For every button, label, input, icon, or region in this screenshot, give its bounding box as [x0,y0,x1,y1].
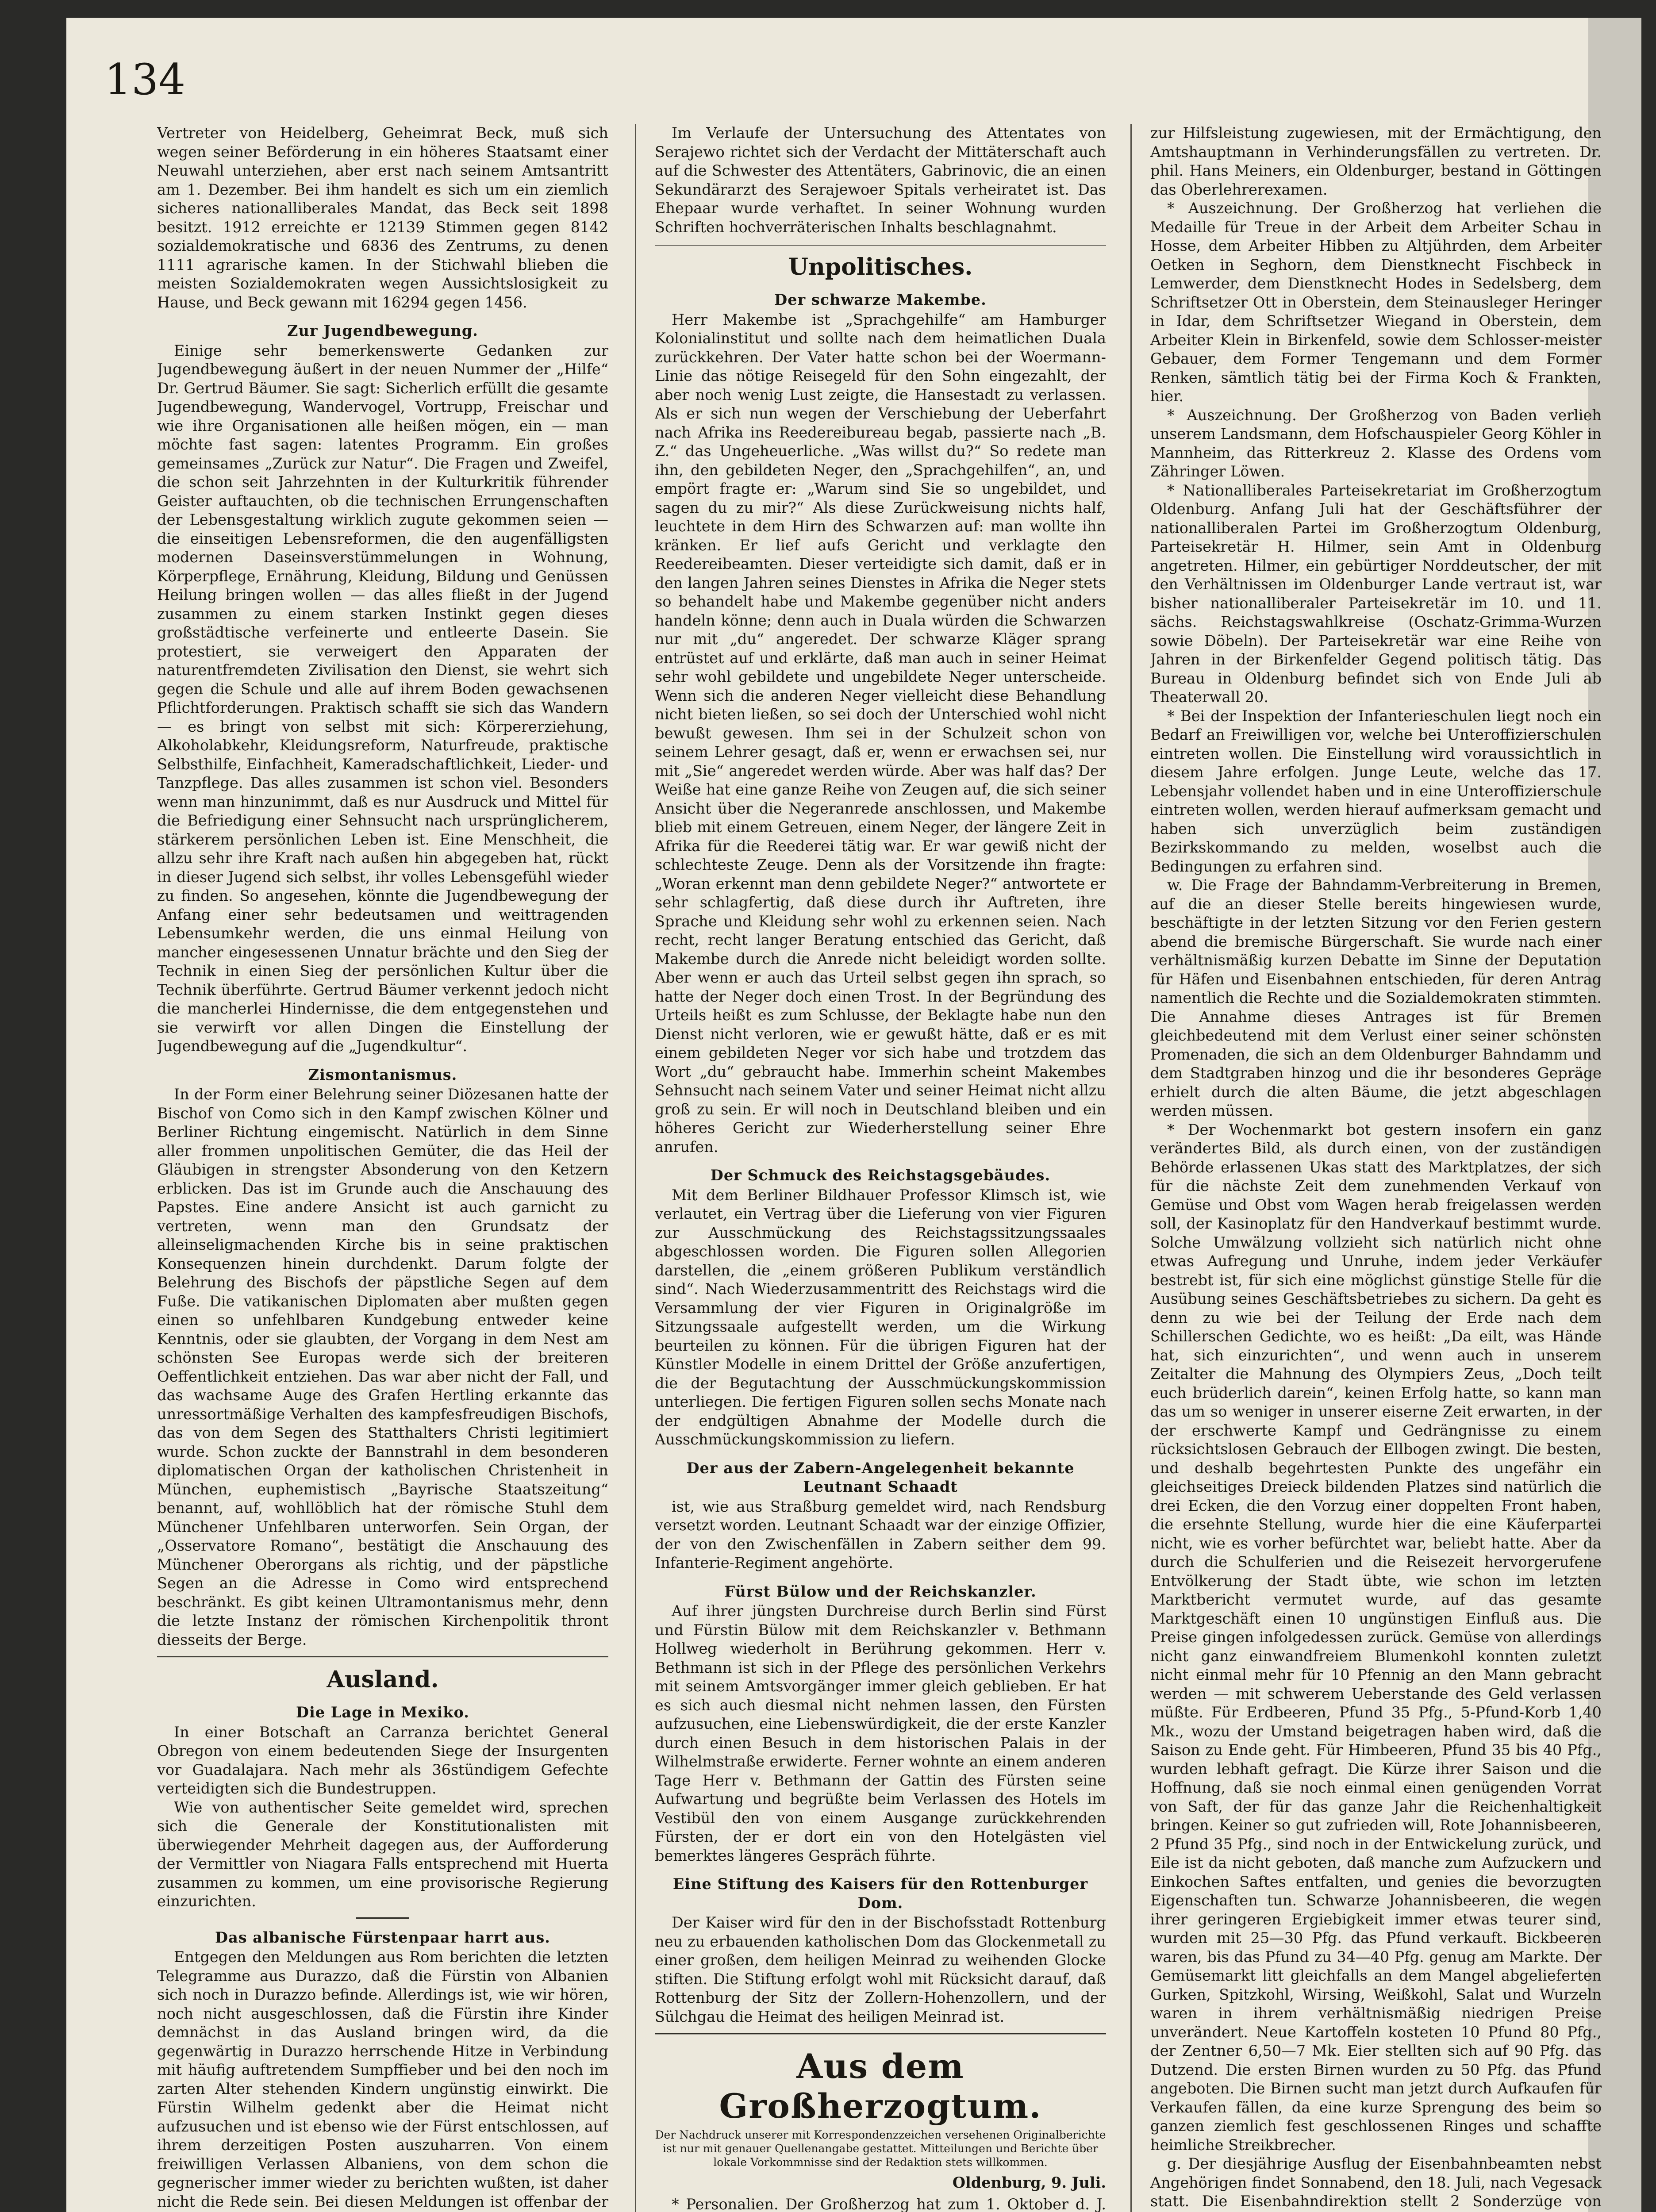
article-text: * Auszeichnung. Der Großherzog von Baden verlieh unserem Landsmann, dem Hofschauspieler Georg Köhler in Mannheim, das Ritterkreuz 2. Klasse des Ordens vom Zähringer Löwen. [1150,406,1602,480]
article-text: * Personalien. Der Großherzog hat zum 1. Oktober d. J. [672,2195,1106,2212]
section-title: Ausland. [327,1666,439,1693]
article-text: Mit dem Berliner Bildhauer Professor Klimsch ist, wie verlautet, ein Vertrag über die Lieferung von vier Figuren zur Ausschmückung des Reichstagssitzungssaales abgeschlossen worden. Die Figuren sollen Allegorien darstellen, die „einem größeren Publikum verständlich sind“. Nach Wiederzusammentritt des Reichstags wird die Versammlung der vier Figuren in Originalgröße im Sitzungssaale aufgestellt werden, um die Wirkung beurteilen zu können. Für die übrigen Figuren hat der Künstler Modelle in einem Drittel der Größe anzufertigen, die der Begutachtung der Ausschmückungskommission unterliegen. Die fertigen Figuren sollen sechs Monate nach der endgültigen Abnahme der Modelle durch die Ausschmückungskommission zu liefern. [655,1186,1106,1448]
section-title: Aus dem Großherzogtum. [719,2047,1042,2126]
dateline: Oldenburg, 9. Juli. [952,2174,1106,2191]
section-heading: Der Schmuck des Reichstagsgebäudes. [710,1167,1051,1184]
article-text: g. Der diesjährige Ausflug der Eisenbahnbeamten nebst Angehörigen findet Sonnabend, den 18. Juli, nach Vegesack statt. Die Eisenbahndirektion stellt 2 Sonderzüge von [1150,2155,1602,2210]
article-text: Auf ihrer jüngsten Durchreise durch Berlin sind Fürst und Fürstin Bülow mit dem Reichskanzler v. Bethmann Hollweg wiederholt in Berührung gekommen. Herr v. Bethmann ist sich in der Pflege des persönlichen Verkehrs mit seinem Amtsvorgänger immer gleich geblieben. Er hat es sich auch diesmal nicht nehmen lassen, den Fürsten aufzusuchen, eine Liebenswürdigkeit, die der erste Kanzler durch einen Besuch in dem historischen Palais in der Wilhelmstraße erwiderte. Ferner wohnte an einem anderen Tage Herr v. Bethmann der Gattin des Fürsten seine Aufwartung und begrüßte beim Verlassen des Hotels im Vestibül den von einem Ausgange zurückkehrenden Fürsten, der er dort ein von den Hotelgästen viel bemerktes längeres Gespräch führte. [655,1602,1106,1864]
article-text: Wie von authentischer Seite gemeldet wird, sprechen sich die Generale der Konstitutionalisten mit überwiegender Mehrheit dagegen aus, der Aufforderung der Vermittler von Niagara Falls entsprechend mit Huerta zusammen zu kommen, um eine provisorische Regierung einzurichten. [157,1798,608,1910]
section-heading: Fürst Bülow und der Reichskanzler. [724,1582,1037,1600]
article-text: Herr Makembe ist „Sprachgehilfe“ am Hamburger Kolonialinstitut und sollte nach dem heimatlichen Duala zurückkehren. Der Vater hatte schon bei der Woermann-Linie das nötige Reisegeld für den Sohn eingezahlt, der aber noch wenig Lust zeigte, die Hansestadt zu verlassen. Als er sich nun wegen der Verschiebung der Ueberfahrt nach Afrika ins Reedereibureau begab, passierte nach „B. Z.“ das Ungeheuerliche. „Was willst du?“ So redete man ihn, den gebildeten Neger, den „Sprachgehilfen“, an, und empört fragte er: „Warum sind Sie so ungebildet, und sagen du zu mir?“ Als diese Zurückweisung nichts half, leuchtete in dem Hirn des Schwarzen auf: man wollte ihn kränken. Er lief aufs Gericht und verklagte den Reedereibeamten. Dieser verteidigte sich damit, daß er in den langen Jahren seines Dienstes in Afrika die Neger stets so behandelt habe und Makembe gegenüber nicht anders handeln könne; denn auch in Duala würden die Schwarzen nur mit „du“ angeredet. Der schwarze Kläger sprang entrüstet auf und erklärte, daß man auch in seiner Heimat sehr wohl gebildete und ungebildete Neger unterscheide. Wenn sich die anderen Neger vielleicht diese Behandlung nicht bieten ließen, so sei doch der Unterschied wohl nicht bewußt gewesen. Ihm sei in der Schulzeit schon von seinem Lehrer gesagt, daß er, wenn er erwachsen sei, nur mit „Sie“ angeredet werden würde. Aber was half das? Der Weiße hat eine ganze Reihe von Zeugen auf, die sich seiner Ansicht über die Negeranrede anschlossen, und Makembe blieb mit einem Getreuen, einem Neger, der längere Zeit in Afrika für die Reederei tätig war. Er war gewiß nicht der schlechteste Zeuge. Denn als der Vorsitzende ihn fragte: „Woran erkennt man denn gebildete Neger?“ antwortete er sehr schlagfertig, daß diese durch ihr Auftreten, ihre Sprache und Kleidung sehr wohl zu erkennen seien. Nach recht, recht langer Beratung entschied das Gericht, daß Makembe durch die Anrede nicht beleidigt worden sollte. Aber wenn er auch das Urteil selbst gegen ihn sprach, so hatte der Neger doch einen Trost. In der Begründung des Urteils heißt es zum Schlusse, der Beklagte habe nun den Dienst nicht verloren, wie er gewußt hätte, daß er es mit einem gebildeten Neger vor sich habe und trotzdem das Wort „du“ gebraucht habe. Immerhin scheint Makembes Sehnsucht nach seinem Vater und seiner Heimat nicht allzu groß zu sein. Er will noch in Deutschland bleiben und ein höheres Gericht zur Wiederherstellung seiner Ehre anrufen. [655,311,1106,1156]
article-text: * Bei der Inspektion der Infanterieschulen liegt noch ein Bedarf an Freiwilligen vor, welche bei Unteroffizierschulen eintreten wollen. Die Einstellung wird voraussichtlich in diesem Jahre erfolgen. Junge Leute, welche das 17. Lebensjahr vollendet haben und in eine Unteroffizierschule eintreten wollen, werden hierauf aufmerksam gemacht und haben sich unverzüglich beim zuständigen Bezirkskommando zu melden, woselbst auch die Bedingungen zu erfahren sind. [1150,707,1602,875]
divider [655,244,1106,246]
section-heading: Der aus der Zabern-Angelegenheit bekannte Leutnant Schaadt [686,1459,1075,1495]
article-text: ist, wie aus Straßburg gemeldet wird, nach Rendsburg versetzt worden. Leutnant Schaadt war der einzige Offizier, der von den Zwischenfällen in Zabern seither dem 99. Infanterie-Regiment angehörte. [655,1498,1106,1571]
article-text: Im Verlaufe der Untersuchung des Attentates von Serajewo richtet sich der Verdacht der Mittäterschaft auch auf die Schwester des Attentäters, Gabrinovic, die an einen Sekundärarzt des Serajewoer Spitals verheiratet ist. Das Ehepaar wurde verhaftet. In seiner Wohnung wurden Schriften hochverräterischen Inhalts beschlagnahmt. [655,124,1106,236]
article-text: In einer Botschaft an Carranza berichtet General Obregon von einem bedeutenden Siege der Insurgenten vor Guadalajara. Nach mehr als 36stündigem Gefechte verteidigten sich die Bundestruppen. [157,1723,608,1797]
divider [157,1656,608,1658]
column-2 [655,124,1106,2212]
section-heading: Eine Stiftung des Kaisers für den Rottenburger Dom. [672,1875,1088,1912]
article-text: Der Kaiser wird für den in der Bischofsstadt Rottenburg neu zu erbauenden katholischen Dom das Glockenmetall zu einer großen, dem heiligen Meinrad zu weihenden Glocke stiften. Die Stiftung erfolgt wohl mit Rücksicht darauf, daß Rottenburg der Sitz der Zollern-Hohenzollern, und der Sülchgau die Heimat des heiligen Meinrad ist. [655,1914,1106,2025]
section-heading: Das albanische Fürstenpaar harrt aus. [215,1928,550,1946]
article-text: zur Hilfsleistung zugewiesen, mit der Ermächtigung, den Amtshauptmann in Verhinderungsfällen zu vertreten. Dr. phil. Hans Meiners, ein Oldenburger, bestand in Göttingen das Oberlehrerexamen. [1150,124,1602,198]
article-text: * Auszeichnung. Der Großherzog hat verliehen die Medaille für Treue in der Arbeit dem Arbeiter Schau in Hosse, dem Arbeiter Hibben zu Altjührden, dem Arbeiter Oetken in Seghorn, dem Dienstknecht Fischbeck in Lemwerder, dem Dienstknecht Hodes in Sedelsberg, dem Schriftsetzer Ott in Oberstein, dem Steinausleger Heringer in Idar, dem Schriftsetzer Wiegand in Oberstein, dem Arbeiter Klein in Birkenfeld, sowie dem Schlosser-meister Gebauer, dem Former Tengemann und dem Former Renken, sämtlich tätig bei der Firma Koch & Frankten, hier. [1150,200,1602,405]
section-title: Unpolitisches. [788,253,973,280]
article-text: w. Die Frage der Bahndamm-Verbreiterung in Bremen, auf die an dieser Stelle bereits hingewiesen wurde, beschäftigte in der letzten Sitzung vor den Ferien gestern abend die bremische Bürgerschaft. Sie wurde nach einer verhältnismäßig kurzen Debatte im Sinne der Deputation für Häfen und Eisenbahnen entschieden, für deren Antrag namentlich die Rechte und die Sozialdemokraten stimmten. Die Annahme dieses Antrages ist für Bremen gleichbedeutend mit dem Verlust einer seiner schönsten Promenaden, die sich an dem Oldenburger Bahndamm und dem Stadtgraben hinzog und die ihr besonderes Gepräge erhielt durch die alten Bäume, die jetzt abgeschlagen werden müssen. [1150,876,1602,1119]
newspaper-page [66,18,1641,2212]
article-text: Vertreter von Heidelberg, Geheimrat Beck, muß sich wegen seiner Beförderung in ein höheres Staatsamt einer Neuwahl unterziehen, aber erst nach seinem Amtsantritt am 1. Dezember. Bei ihm handelt es sich um ein ziemlich sicheres nationalliberales Mandat, das Beck seit 1898 besitzt. 1912 erreichte er 12139 Stimmen gegen 8142 sozialdemokratische und 6836 des Zentrums, zu denen 1111 agrarische kamen. In der Stichwahl blieben die meisten Sozialdemokraten wegen Aussichtslosigkeit zu Hause, und Beck gewann mit 16294 gegen 1456. [157,124,608,311]
article-text: Einige sehr bemerkenswerte Gedanken zur Jugendbewegung äußert in der neuen Nummer der „Hilfe“ Dr. Gertrud Bäumer. Sie sagt: Sicherlich erfüllt die gesamte Jugendbewegung, Wandervogel, Vortrupp, Freischar und wie ihre Organisationen alle heißen mögen, ein — man möchte fast sagen: latentes Programm. Ein großes gemeinsames „Zurück zur Natur“. Die Fragen und Zweifel, die schon seit Jahrzehnten in der Kulturkritik führender Geister auftauchten, ob die technischen Errungenschaften der Lebensgestaltung wirklich zugute gekommen seien — die einseitigen Lebensreformen, die den augenfälligsten modernen Daseinsverstümmelungen in Wohnung, Körperpflege, Ernährung, Kleidung, Bildung und Genüssen Heilung bringen wollen — das alles fließt in der Jugend zusammen zu einem starken Instinkt gegen dieses großstädtische verfeinerte und entleerte Dasein. Sie protestiert, sie verweigert den Apparaten der naturentfremdeten Zivilisation den Dienst, sie wehrt sich gegen die Schule und alle auf ihrem Boden gewachsenen Pflichtforderungen. Praktisch schafft sie sich das Wandern — es bringt von selbst mit sich: Körpererziehung, Alkoholabkehr, Kleidungsreform, Naturfreude, praktische Selbsthilfe, Einfachheit, Kameradschaftlichkeit, Lieder- und Tanzpflege. Das alles zusammen ist schon viel. Besonders wenn man hinzunimmt, daß es nur Ausdruck und Mittel für die Befriedigung einer Sehnsucht nach ursprünglicherem, stärkerem persönlichen Leben ist. Eine Menschheit, die allzu sehr ihre Kraft nach außen hin abgegeben hat, rückt in dieser Jugend sich selbst, ihr volles Lebensgefühl wieder zu finden. So angesehen, könnte die Jugendbewegung der Anfang einer sehr bedeutsamen und weittragenden Lebensumkehr werden, die uns einmal Heilung von mancher eingesessenen Unnatur brächte und den Sieg der Technik in einen Sieg der persönlichen Kultur über die Technik überführte. Gertrud Bäumer verkennt jedoch nicht die mancherlei Hindernisse, die dem entgegenstehen und sie verwirft vor allen Dingen die Einstellung der Jugendbewegung auf die „Jugendkultur“. [157,342,608,1055]
reprint-notice: Der Nachdruck unserer mit Korrespondenzzeichen versehenen Originalberichte ist nur mit genauer Quellenangabe gestattet. Mitteilungen und Berichte über lokale Vorkommnisse sind der Redaktion stets willkommen. [655,2128,1106,2169]
column-3 [1150,124,1602,2212]
article-text: In der Form einer Belehrung seiner Diözesanen hatte der Bischof von Como sich in den Kampf zwischen Kölner und Berliner Richtung eingemischt. Natürlich in dem Sinne aller frommen unpolitischen Gemüter, die das Heil der Gläubigen in strengster Absonderung von den Ketzern erblicken. Das ist im Grunde auch die Anschauung des Papstes. Eine andere Ansicht ist auch garnicht zu vertreten, wenn man den Grundsatz der alleinseligmachenden Kirche bis in seine praktischen Konsequenzen hinein durchdenkt. Darum folgte der Belehrung des Bischofs der päpstliche Segen auf dem Fuße. Die vatikanischen Diplomaten aber mußten gegen einen so unfehlbaren Kundgebung entweder keine Kenntnis, oder sie glaubten, der Vorgang in dem Nest am schönsten See Europas werde sich der breiteren Oeffentlichkeit entziehen. Das war aber nicht der Fall, und das wachsame Auge des Grafen Hertling erkannte das unressortmäßige Verhalten des kampfesfreudigen Bischofs, das von dem Segen des Statthalters Christi legitimiert wurde. Schon zuckte der Bannstrahl in dem besonderen diplomatischen Organ der katholischen Christenheit in München, euphemistisch „Bayrische Staatszeitung“ benannt, auf, wohllöblich hat der römische Stuhl dem Münchener Unfehlbaren unterworfen. Sein Organ, der „Osservatore Romano“, bestätigt die Anschauung des Münchener Oberorgans als richtig, und der päpstliche Segen an die Adresse in Como wird entsprechend beschränkt. Es gibt keinen Ultramontanismus mehr, denn die letzte Instanz der römischen Kirchenpolitik thront diesseits der Berge. [157,1086,608,1648]
article-text: Entgegen den Meldungen aus Rom berichten die letzten Telegramme aus Durazzo, daß die Fürstin von Albanien sich noch in Durazzo befinde. Allerdings ist, wie wir hören, noch nicht ausgeschlossen, daß die Fürstin ihre Kinder demnächst in das Ausland bringen wird, da die gegenwärtig in Durazzo herrschende Hitze in Verbindung mit häufig auftretendem Sumpffieber und bei den noch im zarten Alter stehenden Kindern ungünstig einwirkt. Die Fürstin Wilhelm gedenkt aber die Heimat nicht aufzusuchen und ist ebenso wie der Fürst entschlossen, auf ihrem derzeitigen Posten auszuharren. Von einem freiwilligen Verlassen Albaniens, von dem schon die gegnerischer immer wieder zu berichten wußten, ist daher nicht die Rede sein. Bei diesen Meldungen ist offenbar der [157,1948,608,2210]
divider [356,1917,409,1919]
article-text: * Nationalliberales Parteisekretariat im Großherzogtum Oldenburg. Anfang Juli hat der Geschäftsführer der nationalliberalen Partei im Großherzogtum Oldenburg, Parteisekretär H. Hilmer, sein Amt in Oldenburg angetreten. Hilmer, ein gebürtiger Norddeutscher, der mit den Verhältnissen im Oldenburger Lande vertraut ist, war bisher nationalliberaler Parteisekretär im 10. und 11. sächs. Reichstagswahlkreise (Oschatz-Grimma-Wurzen sowie Döbeln). Der Parteisekretär war eine Reihe von Jahren in der Birkenfelder Gegend politisch tätig. Das Bureau in Oldenburg befindet sich von Ende Juli ab Theaterwall 20. [1150,481,1602,706]
column-1 [157,124,608,2212]
section-heading: Zur Jugendbewegung. [287,322,478,339]
divider [655,2033,1106,2035]
section-heading: Die Lage in Mexiko. [296,1704,469,1721]
page-number: 134 [104,55,186,104]
column-rule [635,124,636,2212]
column-rule [1130,124,1132,2212]
section-heading: Der schwarze Makembe. [774,291,987,308]
section-heading: Zismontanismus. [308,1066,457,1083]
article-text: * Der Wochenmarkt bot gestern insofern ein ganz verändertes Bild, als durch einen, von der zuständigen Behörde erlassenen Ukas statt des Marktplatzes, der sich für die nächste Zeit dem zunehmenden Verkauf von Gemüse und Obst vom Wagen herab freigelassen werden soll, der Kasinoplatz für den Handverkauf bestimmt wurde. Solche Umwälzung vollzieht sich natürlich nicht ohne etwas Aufregung und Unruhe, indem jeder Verkäufer bestrebt ist, für sich eine möglichst günstige Stelle für die Ausübung seines Geschäftsbetriebes zu sichern. Da geht es denn zu wie bei der Teilung der Erde nach dem Schillerschen Gedichte, wo es heißt: „Da eilt, was Hände hat, sich einzurichten“, und wenn auch in unserem Zeitalter die Mahnung des Olympiers Zeus, „Doch teilt euch brüderlich darein“, keinen Erfolg hatte, so kann man das um so weniger in unserer eiserne Zeit erwarten, in der der erschwerte Kampf und Gedrängnisse zu einem rücksichtslosen Gebrauch der Ellbogen zwingt. Die besten, und deshalb begehrtesten Punkte des ungefähr ein gleichseitiges Dreieck bildenden Platzes sind natürlich die drei Ecken, die den Vorzug einer doppelten Front haben, die ersehnte Stellung, wurde hier die eine Käuferpartei nicht, wie es vorher befürchtet war, beliebt hatte. Aber da durch die Schulferien und die Reisezeit hervorgerufene Entvölkerung der Stadt übte, wie schon im letzten Marktbericht vermutet wurde, auf das gesamte Marktgeschäft einen 10 ungünstigen Einfluß aus. Die Preise gingen infolgedessen zurück. Gemüse von allerdings nicht ganz einwandfreiem Blumenkohl konnten zuletzt nicht einmal mehr für 10 Pfennig an den Mann gebracht werden — mit schwerem Ueberstande des Geld verlassen müßte. Für Erdbeeren, Pfund 35 Pfg., 5-Pfund-Korb 1,40 Mk., wozu der Umstand beigetragen haben wird, daß die Saison zu Ende geht. Für Himbeeren, Pfund 35 bis 40 Pfg., wurden lebhaft gefragt. Die Kürze ihrer Saison und die Hoffnung, daß sie noch einmal einen genügenden Vorrat von Saft, der für das ganze Jahr die Reichenhaltigkeit bringen. Keiner so gut zufrieden will, Rote Johannisbeeren, 2 Pfund 35 Pfg., sind noch in der Entwickelung zurück, und Eile ist da nicht geboten, daß manche zum Aufzuckern und Einkochen Saftes entfalten, und genies die bevorzugten Eigenschaften tun. Schwarze Johannisbeeren, die wegen ihrer geringeren Ergiebigkeit immer etwas teurer sind, wurden mit 25—30 Pfg. das Pfund verkauft. Bickbeeren waren, bis das Pfund zu 34—40 Pfg. genug am Markte. Der Gemüsemarkt litt gleichfalls an dem Mangel abgelieferten Gurken, Spitzkohl, Wirsing, Weißkohl, Salat und Wurzeln waren in ihrem verhältnismäßig niedrigen Preise unverändert. Neue Kartoffeln kosteten 10 Pfund 80 Pfg., der Zentner 6,50—7 Mk. Eier stellten sich auf 90 Pfg. das Dutzend. Die ersten Birnen wurden zu 50 Pfg. das Pfund angeboten. Die Birnen sucht man jetzt durch Aufkaufen für Verkaufen fällen, da eine kurze Sprengung des beim so ganzen ziemlich fest geschlossenen Ringes und schaffte heimliche Streikbrecher. [1150,1121,1602,2154]
